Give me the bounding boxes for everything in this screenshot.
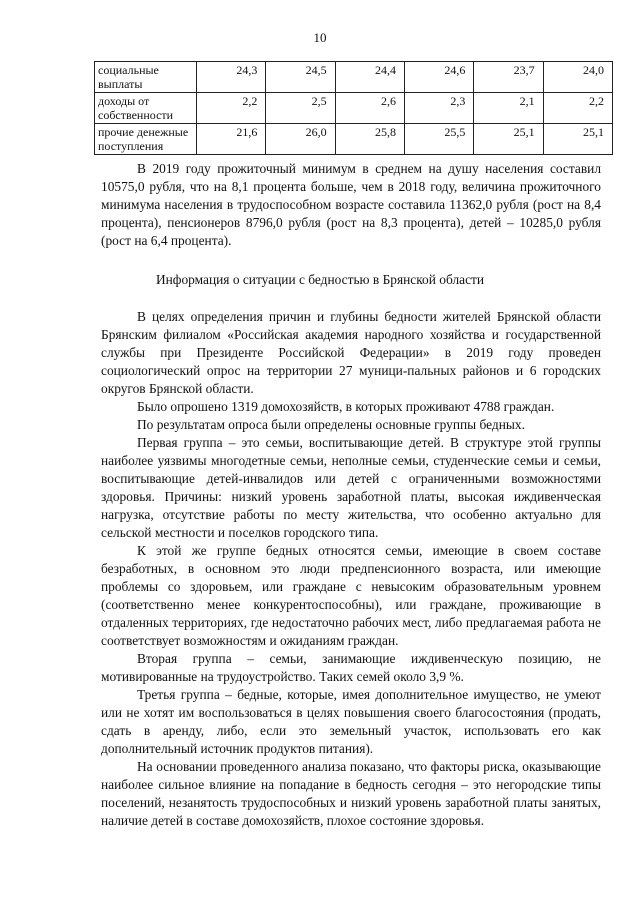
income-structure-table xyxy=(94,61,613,155)
table-row xyxy=(95,124,613,155)
table-cell: 26,0 xyxy=(266,124,335,155)
table-cell: 2,3 xyxy=(404,93,473,124)
table-cell: 25,5 xyxy=(404,124,473,155)
group2-paragraph: Вторая группа – семьи, занимающие иждивенческую позицию, не мотивированные на трудоустройство. Таких семей около 3,9 %. xyxy=(101,651,601,684)
subsistence-paragraph: В 2019 году прожиточный минимум в среднем на душу населения составил 10575,0 рубля, что на 8,1 процента больше, чем в 2018 году, величина прожиточного минимума населения в трудоспособном возрасте составила 11362,0 рубля (рост на 8,4 процента), пенсионеров 8796,0 рубля (рост на 8,3 процента), детей – 10285,0 рубля (рост на 6,4 процента). xyxy=(101,161,601,248)
page-number: 10 xyxy=(313,30,327,45)
table-cell: 2,1 xyxy=(474,93,543,124)
row-label: доходы от собственности xyxy=(95,93,197,124)
table-row xyxy=(95,62,613,93)
conclusion-paragraph: На основании проведенного анализа показано, что факторы риска, оказывающие наиболее сильное влияние на попадание в бедность сегодня – это негородские типы поселений, незанятость трудоспособных и низкий уровень заработной платы занятых, наличие детей в составе домохозяйств, плохое состояние здоровья. xyxy=(101,759,601,828)
table-cell: 24,3 xyxy=(197,62,266,93)
group3-paragraph: Третья группа – бедные, которые, имея дополнительное имущество, не умеют или не хотят им воспользоваться в целях повышения своего благосостояния (продать, сдать в аренду, либо, если это земельный участок, использовать его как дополнительный источник продуктов питания). xyxy=(101,687,601,756)
survey-paragraph: В целях определения причин и глубины бедности жителей Брянской области Брянским филиалом «Российская академия народного хозяйства и государственной службы при Президенте Российской Федерации» в 2019 году проведен социологический опрос на территории 27 муници-пальных районов и 6 городских округов Брянской области. xyxy=(101,309,601,396)
table-cell: 2,6 xyxy=(335,93,404,124)
group1-continued-paragraph: К этой же группе бедных относятся семьи, имеющие в своем составе безработных, в основном это люди предпенсионного возраста, или имеющие проблемы со здоровьем, или граждане с невысоким образовательным уровнем (соответственно менее конкурентоспособны), или граждане, проживающие в отдаленных территориях, где недостаточно рабочих мест, либо предлагаемая работа не соответствует возможностям и ожиданиям граждан. xyxy=(101,543,601,648)
table-cell: 25,1 xyxy=(474,124,543,155)
row-label: прочие денежные поступления xyxy=(95,124,197,155)
table-cell: 25,1 xyxy=(543,124,612,155)
group1-paragraph: Первая группа – это семьи, воспитывающие детей. В структуре этой группы наиболее уязвимы многодетные семьи, неполные семьи, студенческие семьи и семьи, воспитывающие детей-инвалидов или детей с ограниченными возможностями здоровья. Причины: низкий уровень заработной платы, высокая иждивенческая нагрузка, отсутствие работы по месту жительства, что особенно актуально для сельской местности и поселков городского типа. xyxy=(101,435,601,540)
groups-intro-paragraph: По результатам опроса были определены основные группы бедных. xyxy=(137,417,525,432)
table-cell: 25,8 xyxy=(335,124,404,155)
section-heading: Информация о ситуации с бедностью в Брянской области xyxy=(155,272,485,287)
table-row xyxy=(95,93,613,124)
table-cell: 21,6 xyxy=(197,124,266,155)
table-cell: 2,5 xyxy=(266,93,335,124)
table-cell: 24,4 xyxy=(335,62,404,93)
table-cell: 24,5 xyxy=(266,62,335,93)
polled-paragraph: Было опрошено 1319 домохозяйств, в которых проживают 4788 граждан. xyxy=(137,399,555,414)
poverty-section xyxy=(101,308,601,830)
table-cell: 2,2 xyxy=(543,93,612,124)
table-cell: 24,0 xyxy=(543,62,612,93)
row-label: социальные выплаты xyxy=(95,62,197,93)
table-cell: 2,2 xyxy=(197,93,266,124)
table-cell: 24,6 xyxy=(404,62,473,93)
table-cell: 23,7 xyxy=(474,62,543,93)
subsistence-section xyxy=(101,160,601,250)
